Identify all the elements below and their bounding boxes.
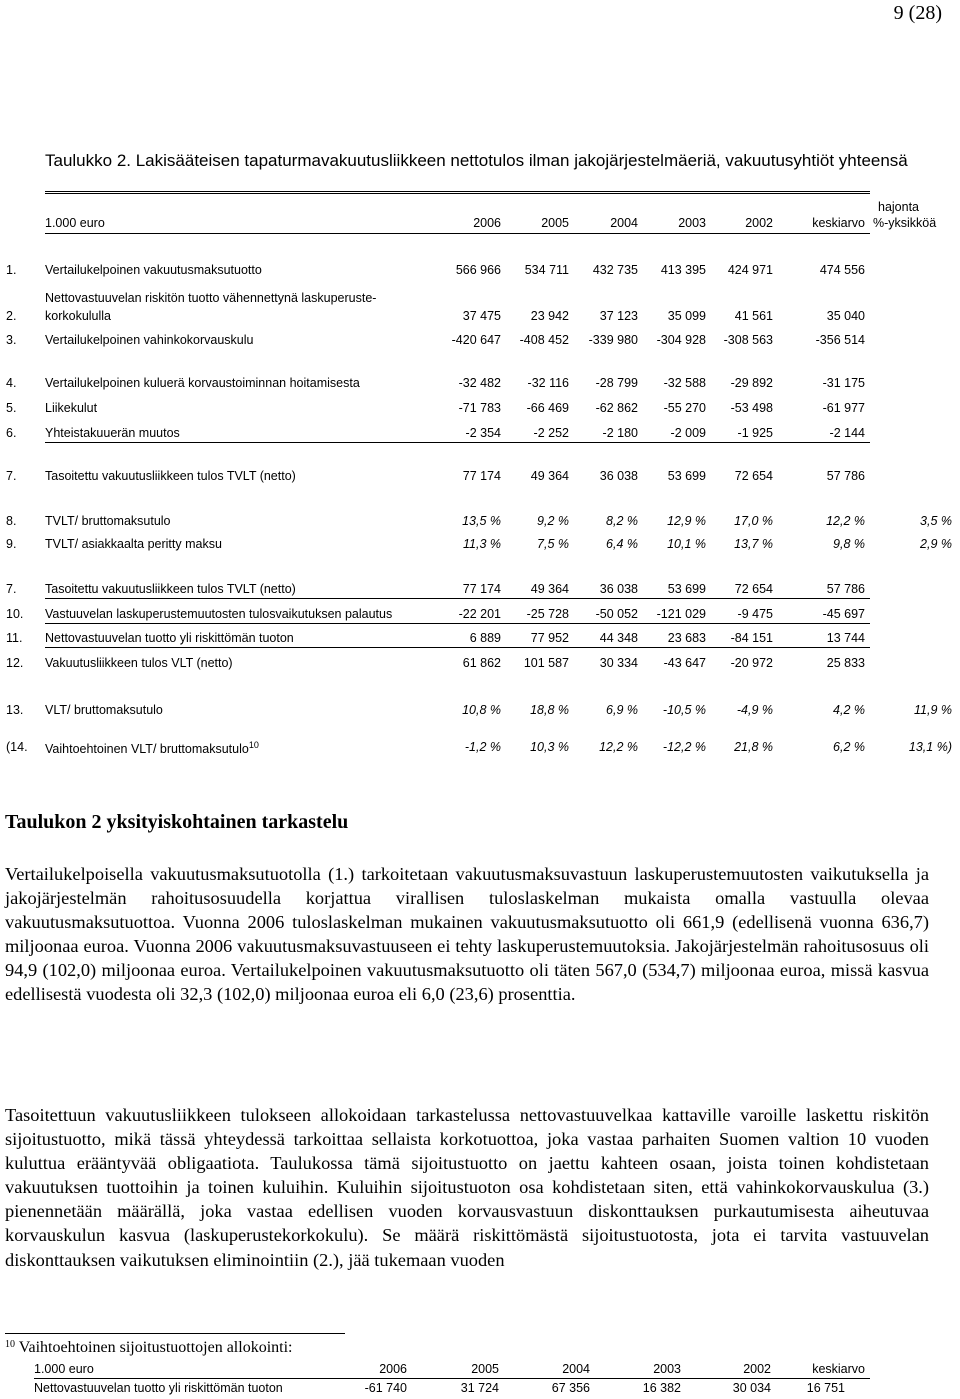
- table-cell: -55 270: [663, 401, 706, 415]
- footnote-separator: [5, 1333, 345, 1334]
- average-cell: 9,8 %: [833, 537, 865, 551]
- table-cell: 101 587: [523, 656, 569, 670]
- table-cell: 13,5 %: [462, 514, 501, 528]
- table-cell: 12,2 %: [599, 740, 638, 754]
- average-cell: -61 977: [822, 401, 865, 415]
- table-cell: 41 561: [734, 309, 773, 323]
- table-cell: 6 889: [469, 631, 501, 645]
- average-cell: 6,2 %: [833, 740, 865, 754]
- deviation-cell: 11,9 %: [914, 703, 952, 717]
- header-year: 2003: [678, 216, 706, 230]
- table-rule: [45, 647, 870, 648]
- footnote-cell: 16 382: [642, 1381, 681, 1395]
- footnote-header-year: 2003: [653, 1362, 681, 1376]
- table-cell: 23 683: [667, 631, 706, 645]
- deviation-cell: 3,5 %: [920, 514, 952, 528]
- deviation-cell: 2,9 %: [920, 537, 952, 551]
- page-number: 9 (28): [893, 2, 942, 24]
- footnote-marker: 10: [5, 1339, 15, 1350]
- row-number: 13.: [6, 703, 24, 717]
- table-cell: -1,2 %: [464, 740, 501, 754]
- average-cell: -356 514: [815, 333, 865, 347]
- deviation-cell: 13,1 %): [908, 740, 952, 754]
- table-cell: -2 252: [533, 426, 569, 440]
- table-cell: 13,7 %: [734, 537, 773, 551]
- footnote-cell: 67 356: [551, 1381, 590, 1395]
- row-number: 4.: [6, 376, 17, 390]
- table-cell: -121 029: [656, 607, 706, 621]
- footnote-header-unit: 1.000 euro: [34, 1362, 94, 1376]
- table-cell: 10,1 %: [667, 537, 706, 551]
- table-cell: 37 123: [599, 309, 638, 323]
- header-year: 2004: [610, 216, 638, 230]
- table-cell: -2 180: [602, 426, 638, 440]
- row-label: Vertailukelpoinen vakuutusmaksutuotto: [45, 263, 262, 277]
- table-rule: [45, 191, 870, 194]
- table-cell: 413 395: [660, 263, 706, 277]
- header-deviation-unit: %-yksikköä: [873, 216, 937, 230]
- table-rule: [45, 598, 870, 599]
- paragraph-1: Vertailukelpoisella vakuutusmaksutuotolla (1.) tarkoitetaan vakuutusmaksuvastuun laskuperustemuutosten vaikutuksella ja jakojärjestelmän rahoitusosuudella korjattua virallisen tuloslaskelman mukaista omalla vastuulla olevaa vakuutusmaksutuottoa. Vuonna 2006 tuloslaskelman mukainen vakuutusmaksutuotto oli 661,9 (edellisenä vuonna 636,7) miljoonaa euroa. Vuonna 2006 vakuutusmaksuvastuuseen ei tehty laskuperustemuutoksia. Jakojärjestelmän rahoitusosuus oli 94,9 (102,0) miljoonaa euroa. Vertailukelpoinen vakuutusmaksutuotto oli täten 567,0 (534,7) miljoonaa euroa, missä kasvua edellisestä vuodesta oli 32,3 (102,0) miljoonaa euroa eli 6,0 (23,6) prosenttia.: [5, 864, 929, 1005]
- table-cell: 8,2 %: [606, 514, 638, 528]
- footnote-cell: -61 740: [364, 1381, 407, 1395]
- table-cell: 10,3 %: [530, 740, 569, 754]
- row-number: 7.: [6, 582, 17, 596]
- table-cell: -28 799: [595, 376, 638, 390]
- average-cell: 35 040: [826, 309, 865, 323]
- table-cell: 53 699: [667, 582, 706, 596]
- table-cell: -4,9 %: [736, 703, 773, 717]
- table-caption: Taulukko 2. Lakisääteisen tapaturmavakuutusliikkeen nettotulos ilman jakojärjestelmäeriä, vakuutusyhtiöt yhteensä: [45, 151, 908, 170]
- table-cell: 61 862: [462, 656, 501, 670]
- header-year: 2002: [745, 216, 773, 230]
- table-cell: -43 647: [663, 656, 706, 670]
- header-average: keskiarvo: [812, 216, 865, 230]
- average-cell: -45 697: [822, 607, 865, 621]
- row-label: Vaihtoehtoinen VLT/ bruttomaksutulo$^{10}$: [45, 740, 259, 757]
- header-year: 2006: [473, 216, 501, 230]
- footnote-title: [5, 1339, 292, 1357]
- footnote-reference: 10: [248, 740, 259, 750]
- table-cell: -308 563: [723, 333, 773, 347]
- footnote-header-average: keskiarvo: [812, 1362, 865, 1376]
- row-number: 10.: [6, 607, 24, 621]
- footnote-row-label: Nettovastuuvelan tuotto yli riskittömän tuoton: [34, 1381, 283, 1395]
- table-cell: -66 469: [526, 401, 569, 415]
- table-cell: 11,3 %: [463, 537, 501, 551]
- row-label: Vakuutusliikkeen tulos VLT (netto): [45, 656, 233, 670]
- row-label: korkokululla: [45, 309, 112, 323]
- table-cell: -9 475: [737, 607, 773, 621]
- table-cell: 77 174: [462, 582, 501, 596]
- row-number: 2.: [6, 309, 17, 323]
- row-label: Nettovastuuvelan riskitön tuotto vähennettynä laskuperuste-: [45, 291, 377, 305]
- table-cell: 424 971: [727, 263, 773, 277]
- table-cell: 6,4 %: [606, 537, 638, 551]
- header-year: 2005: [541, 216, 569, 230]
- row-label: VLT/ bruttomaksutulo: [45, 703, 163, 717]
- table-rule: [45, 623, 870, 624]
- table-cell: 18,8 %: [530, 703, 569, 717]
- table-cell: -339 980: [588, 333, 638, 347]
- row-number: 9.: [6, 537, 17, 551]
- average-cell: 25 833: [826, 656, 865, 670]
- table-cell: -32 588: [663, 376, 706, 390]
- average-cell: 12,2 %: [826, 514, 865, 528]
- table-cell: 17,0 %: [734, 514, 773, 528]
- table-cell: 6,9 %: [606, 703, 638, 717]
- section-title: Taulukon 2 yksityiskohtainen tarkastelu: [5, 811, 349, 833]
- table-cell: 23 942: [530, 309, 569, 323]
- average-cell: -2 144: [829, 426, 865, 440]
- average-cell: 57 786: [826, 582, 865, 596]
- row-label: Nettovastuuvelan tuotto yli riskittömän tuoton: [45, 631, 294, 645]
- table-cell: -408 452: [519, 333, 569, 347]
- table-cell: 72 654: [734, 582, 773, 596]
- paragraph-2: Tasoitettuun vakuutusliikkeen tulokseen allokoidaan tarkastelussa nettovastuuvelkaa kattaville varoille laskettu riskitön sijoitustuotto, mikä tässä yhteydessä tarkoittaa sellaista korkotuottoa, joka vastaa parhaiten Suomen valtion 10 vuoden kuluttua erääntyvää obligaatiota. Taulukossa tämä sijoitustuotto on jaettu kahteen osaan, joista toinen kohdistetaan vakuutuksen tuottoihin ja toinen kuluihin. Kuluihin sijoitustuoton osa kohdistetaan siten, että vahinkokorvauskulua (3.) pienennetään määrällä, joka vastaa edellisen vuoden korvausvastuun diskonttauksen purkautumisesta aiheutuvaa korvauskulun kasvua (laskuperustekorkokulu). Se määrä riskittömästä sijoitustuotosta, jota ei tarvita vastuuvelan diskonttauksen vaikutuksen eliminointiin (2.), jää tukemaan vuoden: [5, 1105, 929, 1270]
- row-label: TVLT/ asiakkaalta peritty maksu: [45, 537, 222, 551]
- table-rule: [45, 442, 870, 443]
- row-label: Yhteistakuuerän muutos: [45, 426, 180, 440]
- table-cell: 77 174: [462, 469, 501, 483]
- table-cell: 30 334: [599, 656, 638, 670]
- row-number: 5.: [6, 401, 17, 415]
- row-label: Tasoitettu vakuutusliikkeen tulos TVLT (netto): [45, 582, 296, 596]
- table-cell: -2 354: [465, 426, 501, 440]
- table-cell: -32 482: [458, 376, 501, 390]
- row-number: 3.: [6, 333, 17, 347]
- table-cell: 37 475: [462, 309, 501, 323]
- average-cell: 13 744: [826, 631, 865, 645]
- table-cell: -420 647: [451, 333, 501, 347]
- table-cell: -12,2 %: [662, 740, 706, 754]
- row-number: (14.: [6, 740, 28, 754]
- table-cell: 7,5 %: [537, 537, 569, 551]
- table-cell: -2 009: [670, 426, 706, 440]
- row-label: Tasoitettu vakuutusliikkeen tulos TVLT (netto): [45, 469, 296, 483]
- table-cell: -53 498: [730, 401, 773, 415]
- row-label: Liikekulut: [45, 401, 98, 415]
- row-number: 12.: [6, 656, 24, 670]
- table-cell: 12,9 %: [667, 514, 706, 528]
- table-cell: -50 052: [595, 607, 638, 621]
- table-cell: 9,2 %: [537, 514, 569, 528]
- table-cell: 72 654: [734, 469, 773, 483]
- table-cell: 10,8 %: [462, 703, 501, 717]
- row-label: Vertailukelpoinen kuluerä korvaustoiminnan hoitamisesta: [45, 376, 360, 390]
- table-cell: -10,5 %: [662, 703, 706, 717]
- table-cell: -84 151: [730, 631, 773, 645]
- header-unit: 1.000 euro: [45, 216, 105, 230]
- footnote-header-year: 2005: [471, 1362, 499, 1376]
- row-number: 6.: [6, 426, 17, 440]
- footnote-header-year: 2002: [743, 1362, 771, 1376]
- table-cell: -1 925: [737, 426, 773, 440]
- table-cell: 49 364: [530, 582, 569, 596]
- table-cell: -20 972: [730, 656, 773, 670]
- table-cell: 36 038: [599, 582, 638, 596]
- row-label: TVLT/ bruttomaksutulo: [45, 514, 171, 528]
- average-cell: 474 556: [819, 263, 865, 277]
- table-cell: -71 783: [458, 401, 501, 415]
- table-cell: -32 116: [527, 376, 569, 390]
- footnote-cell: 30 034: [732, 1381, 771, 1395]
- row-number: 7.: [6, 469, 17, 483]
- table-cell: 534 711: [524, 263, 569, 277]
- table-cell: 21,8 %: [734, 740, 773, 754]
- table-cell: -304 928: [656, 333, 706, 347]
- table-cell: 53 699: [667, 469, 706, 483]
- average-cell: -31 175: [822, 376, 865, 390]
- table-cell: -62 862: [595, 401, 638, 415]
- table-cell: 432 735: [592, 263, 638, 277]
- footnote-table-rule: [34, 1378, 870, 1379]
- table-cell: 566 966: [455, 263, 501, 277]
- table-cell: 44 348: [599, 631, 638, 645]
- average-cell: 4,2 %: [833, 703, 865, 717]
- row-number: 1.: [6, 263, 17, 277]
- table-cell: 35 099: [667, 309, 706, 323]
- table-cell: 49 364: [530, 469, 569, 483]
- row-number: 8.: [6, 514, 17, 528]
- footnote-header-year: 2004: [562, 1362, 590, 1376]
- footnote-text: Vaihtoehtoinen sijoitustuottojen allokointi:: [18, 1339, 293, 1356]
- row-label: Vertailukelpoinen vahinkokorvauskulu: [45, 333, 254, 347]
- row-number: 11.: [6, 631, 23, 645]
- header-deviation: hajonta: [878, 200, 920, 214]
- table-cell: 77 952: [530, 631, 569, 645]
- average-cell: 57 786: [826, 469, 865, 483]
- table-rule: [45, 233, 870, 234]
- footnote-cell: 31 724: [460, 1381, 499, 1395]
- table-cell: -29 892: [730, 376, 773, 390]
- table-cell: 36 038: [599, 469, 638, 483]
- table-cell: -22 201: [458, 607, 501, 621]
- footnote-average-cell: 16 751: [806, 1381, 845, 1395]
- row-label: Vastuuvelan laskuperustemuutosten tulosvaikutuksen palautus: [45, 607, 393, 621]
- footnote-header-year: 2006: [379, 1362, 407, 1376]
- table-cell: -25 728: [526, 607, 569, 621]
